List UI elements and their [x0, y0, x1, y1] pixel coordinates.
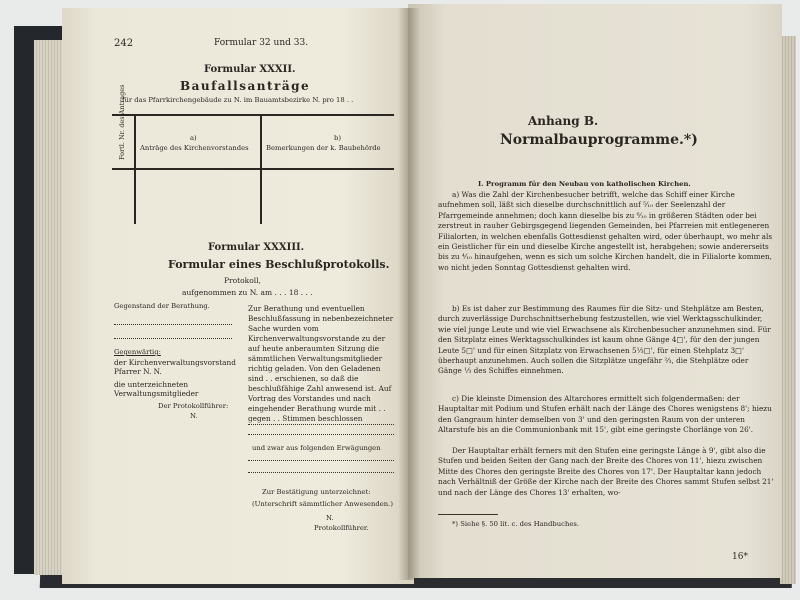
paragraph-c: c) Die kleinste Dimension des Altarchores ermittelt sich folgendermaßen: der Hauptaltar mit Podium und Stufen erhält nach der Länge des Chores wenigstens 8'; hiezu den Gangraum hinter demselben von 3' und den geringsten Raum von der unteren Altarstufe bis an die Communionbank mit 15', gibt eine geringste Chorlänge von 26'.	[438, 394, 772, 435]
protokoll-label: Protokoll,	[224, 276, 261, 285]
left-page	[62, 8, 414, 584]
unterschrift-line: (Unterschrift sämmtlicher Anwesenden.)	[252, 500, 393, 508]
running-head: Formular 32 und 33.	[214, 38, 309, 48]
erwaegungen-line: und zwar aus folgenden Erwägungen	[252, 444, 381, 452]
paragraph-d: Der Hauptaltar erhält ferners mit den Stufen eine geringste Länge à 9', gibt also die Stufen und beiden Seiten der Gang nach der Breite des Chores von 11', hiezu zwischen Mitte des Chores den geringste Breite des Chores von 17'. Der Hauptaltar kann jedoch nach Verhältniß der Größe der Kirche nach der Breite des Chores sammt Stufen selbst 21' und nach der Länge des Chores 13' erhalten, wo-	[438, 446, 774, 497]
signature-mark: 16*	[732, 552, 748, 562]
page-edges-left	[34, 40, 64, 575]
protokollfuehrer-sign: Protokollführer.	[314, 524, 369, 532]
table-col-bemerkungen: Bemerkungen der k. Baubehörde	[266, 144, 381, 152]
book-gutter	[398, 8, 420, 580]
page-edges-right	[780, 36, 796, 584]
section-title: I. Programm für den Neubau von katholischen Kirchen.	[478, 180, 691, 188]
table-col2-letter: a)	[190, 134, 197, 142]
right-page	[408, 4, 782, 578]
protokollfuehrer-label: Der Protokollführer:	[158, 402, 229, 410]
signature-n: N.	[326, 514, 334, 522]
gegenstand-label: Gegenstand der Berathung.	[114, 302, 210, 310]
footnote: *) Siehe §. 50 lit. c. des Handbuches.	[452, 520, 579, 528]
paragraph-b: b) Es ist daher zur Bestimmung des Raumes für die Sitz- und Stehplätze am Besten, durch zuverlässige Durchschnittserhebung festzustellen, wie viel Werktagsschulkinder, wie viel junge Leute und wie viel Erwachsene als Kirchenbesucher anzunehmen sind. Für den Sitzplatz eines Werktagsschulkindes ist kaum ohne Gänge 4□', für den der jungen Leute 5□' und für einen Sitzplatz von Erwachsenen 5⅓□', für einen Stehplatz 3□' überhaupt anzunehmen. Auch sollen die Sitzplätze ungefähr ⅔, die Stehplätze oder Gänge ⅓ des Schiffes einnehmen.	[438, 304, 771, 376]
bestaetigung-line: Zur Bestätigung unterzeichnet:	[262, 488, 371, 496]
protokollfuehrer-n: N.	[190, 412, 198, 420]
gegenwaertig-label: Gegenwärtig:	[114, 348, 161, 356]
form32-title: Baufallsanträge	[180, 79, 311, 93]
form33-heading: Formular XXXIII.	[208, 242, 305, 253]
normalbau-title: Normalbauprogramme.*)	[500, 132, 698, 148]
form33-title: Formular eines Beschlußprotokolls.	[168, 258, 390, 271]
anhang-heading: Anhang B.	[528, 114, 599, 128]
table-col-number: Fortl. Nr. des Antrages	[118, 84, 126, 160]
table-col3-letter: b)	[334, 134, 342, 142]
form32-subtitle: für das Pfarrkirchengebäude zu N. im Bauamtsbezirke N. pro 18 . .	[122, 96, 354, 104]
table-col-antraege: Anträge des Kirchenvorstandes	[140, 144, 249, 152]
form32-heading: Formular XXXII.	[204, 64, 296, 75]
berathung-text: Zur Berathung und eventuellen Beschlußfassung in nebenbezeichneter Sache wurden vom Kirchenverwaltungsvorstande zu der auf heute anberaumten Sitzung die sämmtlichen Verwaltungsmitglieder richtig geladen. Von den Geladenen sind . . erschienen, so daß die beschlußfähige Zahl anwesend ist. Auf Vortrag des Vorstandes und nach eingehender Berathung wurde mit . . gegen . . Stimmen beschlossen	[248, 304, 394, 423]
paragraph-a: a) Was die Zahl der Kirchenbesucher betrifft, welche das Schiff einer Kirche aufnehmen soll, läßt sich dieselbe durchschnittlich auf ⁵⁄₁₀ der Seelenzahl der Pfarrgemeinde annehmen; doch kann dieselbe bis zu ⁶⁄₁₀ in größeren Städten oder bei zerstreut in rauher Gebirgsgegend liegenden Gemeinden, bei Pfarreien mit entlegeneren Filialorten, in welchen ebenfalls Gottesdienst gehalten wird, oder überhaupt, wo mehr als ein Geistlicher für ein und dieselbe Kirche angestellt ist, herabgehen; sowie andererseits bis zu ⁴⁄₁₀ hinaufgehen, wenn es sich um solche Kirchen handelt, die in Filialorte kommen, wo nicht jeden Sonntag Gottesdienst gehalten wird.	[438, 190, 773, 272]
verwaltungsmitglieder: die unterzeichneten Verwaltungsmitglieder	[114, 380, 199, 398]
page-number: 242	[114, 38, 134, 49]
kirchenverwaltungsvorstand: der Kirchenverwaltungsvorstand Pfarrer N. N.	[114, 358, 236, 376]
aufgenommen-line: aufgenommen zu N. am . . . 18 . . .	[182, 288, 313, 297]
